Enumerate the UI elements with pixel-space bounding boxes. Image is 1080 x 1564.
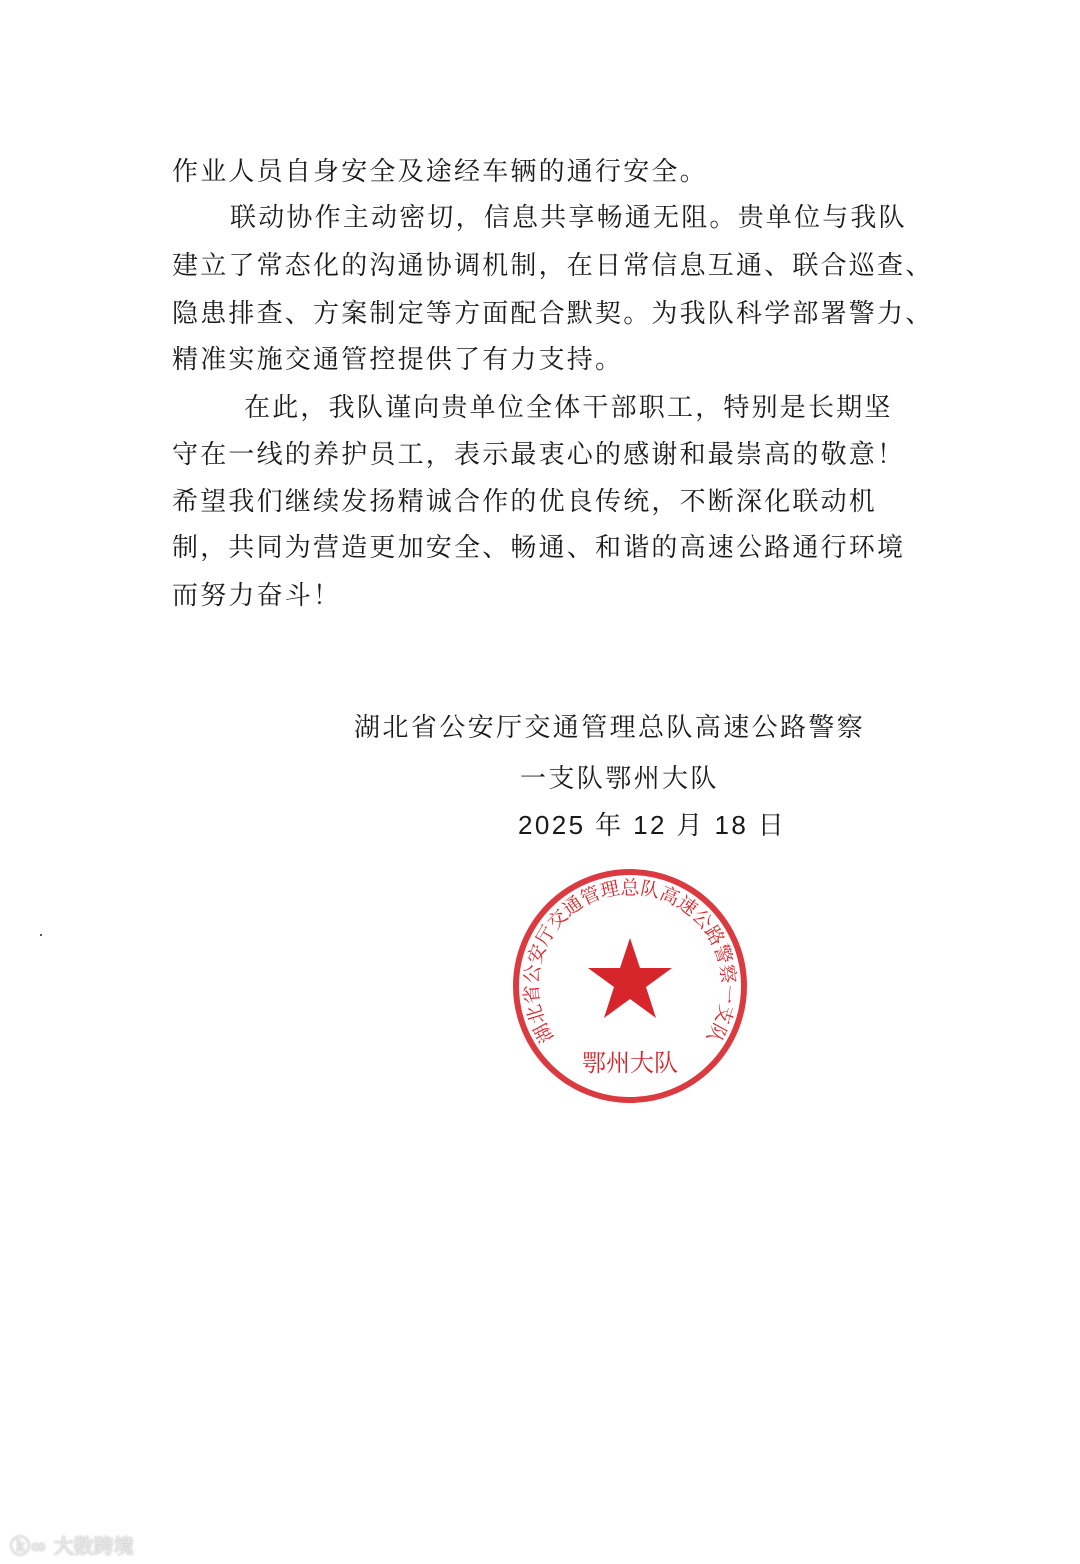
- body-line: 联动协作主动密切，信息共享畅通无阻。贵单位与我队: [230, 203, 907, 233]
- body-line: 而努力奋斗！: [172, 581, 342, 611]
- body-line: 制，共同为营造更加安全、畅通、和谐的高速公路通行环境: [172, 533, 906, 563]
- stamp-bottom-text: 鄂州大队: [582, 1049, 678, 1077]
- signature-org-line1: 湖北省公安厅交通管理总队高速公路警察: [354, 713, 866, 743]
- signature-org-line2: 一支队鄂州大队: [520, 764, 719, 794]
- body-line: 作业人员自身安全及途经车辆的通行安全。: [172, 157, 708, 187]
- body-line: 希望我们继续发扬精诚合作的优良传统，不断深化联动机: [172, 487, 878, 517]
- body-line: 守在一线的养护员工，表示最衷心的感谢和最崇高的敬意！: [172, 440, 906, 470]
- signature-date: 2025 年 12 月 18 日: [518, 810, 787, 840]
- watermark-logo-icon: ⓚ∞: [10, 1534, 54, 1558]
- watermark-text: 大数跨境: [53, 1534, 134, 1558]
- body-line: 在此，我队谨向贵单位全体干部职工，特别是长期坚: [244, 393, 893, 423]
- star-icon: [588, 938, 672, 1018]
- official-seal-stamp: [510, 866, 750, 1106]
- body-line: 建立了常态化的沟通协调机制，在日常信息互通、联合巡查、: [172, 251, 934, 281]
- body-line: 精准实施交通管控提供了有力支持。: [172, 345, 624, 375]
- body-line: 隐患排查、方案制定等方面配合默契。为我队科学部署警力、: [172, 299, 934, 329]
- watermark: [10, 1530, 134, 1559]
- stamp-ring-text: 湖北省公安厅交通管理总队高速公路警察一支队: [520, 876, 740, 1047]
- scan-speck: [40, 934, 42, 936]
